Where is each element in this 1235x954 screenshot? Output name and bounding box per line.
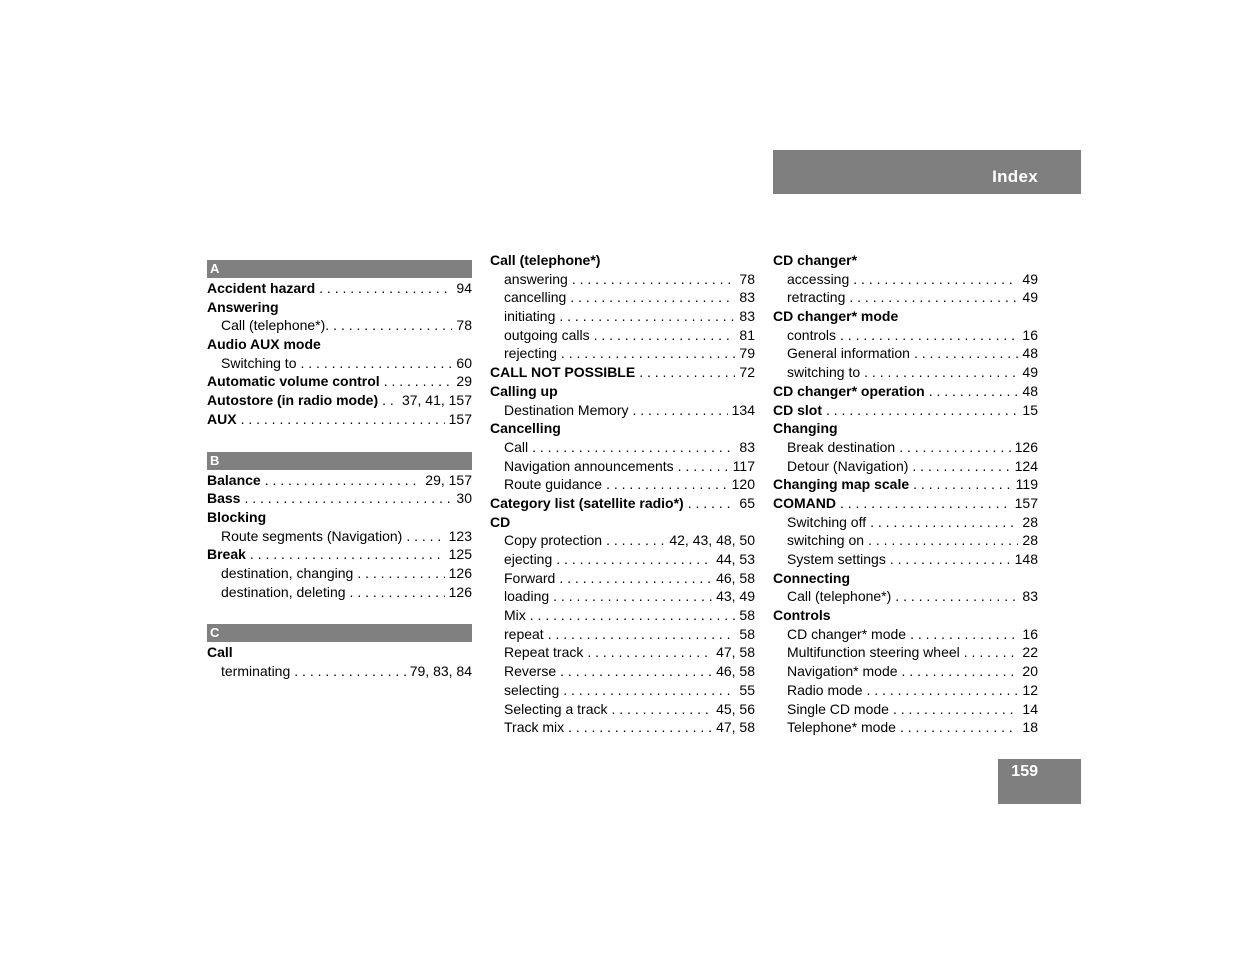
index-entry — [490, 625, 755, 644]
index-entry-page: 119 — [1015, 476, 1038, 493]
index-column-1 — [207, 251, 472, 681]
index-entry-page: 49 — [1022, 289, 1038, 306]
index-entry-term: Call (telephone*). — [221, 317, 330, 334]
index-entry — [207, 643, 472, 662]
dot-leader — [587, 643, 712, 662]
index-entry — [490, 363, 755, 382]
index-entry-term: Navigation* mode — [787, 663, 898, 680]
index-entry-page: 94 — [456, 280, 472, 296]
index-entry — [490, 475, 755, 494]
index-entry-page: 30 — [456, 490, 472, 507]
index-entry-page: 148 — [1014, 551, 1038, 567]
index-entry-term: General information — [787, 345, 910, 362]
index-entry — [773, 475, 1038, 494]
index-entry — [773, 344, 1038, 363]
index-entry-page: 12 — [1022, 681, 1038, 698]
index-entry — [207, 545, 472, 564]
index-entry-term: cancelling — [504, 289, 567, 306]
index-entry — [490, 643, 755, 662]
index-entry-term: Multifunction steering wheel — [787, 644, 960, 661]
index-entry-page: 83 — [739, 438, 755, 455]
index-entry — [773, 587, 1038, 606]
dot-leader — [559, 569, 712, 588]
index-entry — [773, 401, 1038, 420]
index-entry-term: Selecting a track — [504, 700, 608, 717]
index-entry-term: Changing map scale — [773, 476, 910, 493]
index-entry — [207, 583, 472, 602]
dot-leader — [568, 718, 712, 737]
index-entry-term: Destination Memory — [504, 401, 629, 418]
dot-leader — [572, 270, 736, 289]
dot-leader — [912, 457, 1010, 476]
index-entry-term: switching to — [787, 364, 861, 381]
index-entry — [490, 419, 755, 438]
index-entry-term: Answering — [207, 298, 279, 315]
index-entry-page: 18 — [1022, 719, 1038, 736]
index-entry-page: 16 — [1022, 625, 1038, 642]
index-entry-term: Call (telephone*) — [490, 252, 601, 268]
dot-leader — [890, 550, 1011, 569]
index-entry-term: Call (telephone*) — [787, 588, 892, 605]
dot-leader — [530, 606, 736, 625]
dot-leader — [895, 587, 1018, 606]
index-entry-page: 126 — [1014, 438, 1038, 455]
index-entry-page: 79 — [739, 345, 755, 362]
index-entry-page: 15 — [1022, 401, 1038, 418]
index-entry — [490, 606, 755, 625]
index-header-bar — [773, 150, 1081, 194]
index-entry — [490, 550, 755, 569]
index-entry-page: 22 — [1022, 644, 1038, 661]
dot-leader — [556, 550, 712, 569]
index-entry-page: 123 — [448, 527, 472, 544]
dot-leader — [241, 410, 445, 429]
dot-leader — [840, 326, 1018, 345]
dot-leader — [333, 316, 452, 335]
dot-leader — [319, 279, 452, 298]
index-entry-term: Controls — [773, 607, 831, 624]
index-entry — [773, 457, 1038, 476]
index-entry — [773, 513, 1038, 532]
dot-leader — [870, 513, 1018, 532]
index-entry-page: 126 — [448, 564, 472, 581]
index-entry-term: CD slot — [773, 401, 822, 418]
index-entry — [207, 316, 472, 335]
index-entry-term: Blocking — [207, 508, 267, 525]
index-entry-term: Mix — [504, 607, 526, 624]
index-entry-term: rejecting — [504, 345, 557, 362]
index-entry-term: System settings — [787, 551, 886, 567]
index-entry-term: Break — [207, 546, 246, 563]
dot-leader — [294, 662, 405, 681]
index-entry — [490, 307, 755, 326]
page-number-box — [998, 759, 1081, 804]
index-entry — [490, 681, 755, 700]
index-entry-term: Route guidance — [504, 476, 603, 493]
dot-leader — [244, 489, 452, 508]
index-entry-page: 124 — [1014, 457, 1038, 474]
index-entry-page: 47, 58 — [716, 719, 755, 736]
index-entry-page: 83 — [739, 308, 755, 325]
index-entry-term: Switching to — [221, 354, 297, 371]
index-entry-term: controls — [787, 326, 837, 343]
index-entry-term: Navigation announcements — [504, 457, 674, 474]
index-entry — [490, 344, 755, 363]
index-entry-page: 81 — [739, 326, 755, 343]
dot-leader — [594, 326, 736, 345]
index-entry-page: 48 — [1022, 345, 1038, 362]
index-entry-page: 48 — [1022, 382, 1038, 399]
dot-leader — [570, 288, 735, 307]
index-entry-term: switching on — [787, 532, 865, 549]
dot-leader — [606, 475, 728, 494]
index-entry — [773, 288, 1038, 307]
index-entry-page: 126 — [448, 583, 472, 600]
index-entry-term: retracting — [787, 289, 846, 306]
index-entry-term: Changing — [773, 420, 838, 437]
dot-leader — [532, 438, 735, 457]
index-entry — [207, 527, 472, 546]
index-entry — [490, 662, 755, 681]
index-entry-page: 78 — [739, 270, 755, 287]
index-entry-page: 157 — [448, 410, 472, 427]
index-entry-term: Balance — [207, 471, 261, 488]
index-entry-page: 120 — [731, 476, 755, 493]
index-entry-page: 134 — [731, 401, 755, 418]
index-entry-term: Track mix — [504, 719, 565, 736]
index-entry-term: destination, deleting — [221, 583, 346, 600]
index-entry — [773, 382, 1038, 401]
index-entry — [207, 508, 472, 527]
index-entry-page: 117 — [732, 457, 755, 474]
dot-leader — [300, 354, 452, 373]
index-entry — [490, 718, 755, 737]
index-entry — [773, 326, 1038, 345]
index-entry-term: CD changer* operation — [773, 382, 925, 399]
index-entry-term: Repeat track — [504, 644, 584, 661]
dot-leader — [560, 662, 712, 681]
index-entry — [490, 587, 755, 606]
index-entry-term: CD changer* mode — [787, 625, 907, 642]
index-entry — [773, 700, 1038, 719]
index-entry-term: AUX — [207, 410, 237, 427]
index-entry-term: Detour (Navigation) — [787, 457, 909, 474]
dot-leader — [867, 681, 1019, 700]
index-entry-term: destination, changing — [221, 564, 354, 581]
index-entry-term: CD changer* mode — [773, 308, 899, 325]
index-entry — [207, 279, 472, 298]
index-entry-page: 16 — [1022, 326, 1038, 343]
dot-leader — [893, 700, 1018, 719]
dot-leader — [678, 457, 729, 476]
index-entry-term: Single CD mode — [787, 700, 889, 717]
letter-section-header: A — [207, 260, 472, 278]
index-entry-page: 46, 58 — [716, 569, 755, 586]
index-entry — [490, 401, 755, 420]
index-entry-term: Calling up — [490, 382, 558, 399]
dot-leader — [913, 475, 1012, 494]
index-entry-term: Audio AUX mode — [207, 336, 321, 353]
dot-leader — [853, 270, 1018, 289]
index-entry-page: 157 — [1014, 494, 1038, 511]
index-entry — [207, 564, 472, 583]
index-entry — [773, 494, 1038, 513]
index-entry — [773, 718, 1038, 737]
letter-section-header: C — [207, 624, 472, 642]
index-entry-page: 60 — [456, 354, 472, 371]
index-entry — [490, 531, 755, 550]
dot-leader — [548, 625, 736, 644]
index-entry-page: 47, 58 — [716, 644, 755, 661]
index-entry — [207, 354, 472, 373]
index-entry-term: selecting — [504, 681, 560, 698]
index-entry — [773, 270, 1038, 289]
index-entry-page: 83 — [739, 289, 755, 306]
dot-leader — [382, 391, 398, 410]
index-entry-page: 58 — [739, 607, 755, 624]
index-entry — [773, 681, 1038, 700]
index-entry — [773, 643, 1038, 662]
index-entry — [773, 662, 1038, 681]
section-spacer — [207, 429, 472, 452]
dot-leader — [868, 531, 1018, 550]
dot-leader — [899, 438, 1010, 457]
dot-leader — [406, 527, 444, 546]
index-entry — [490, 382, 755, 401]
index-entry — [490, 457, 755, 476]
index-entry-term: Reverse — [504, 663, 557, 680]
dot-leader — [929, 382, 1019, 401]
section-spacer — [207, 251, 472, 260]
index-entry — [207, 662, 472, 681]
dot-leader — [633, 401, 728, 420]
index-entry — [207, 410, 472, 429]
index-entry — [207, 391, 472, 410]
dot-leader — [910, 625, 1018, 644]
index-entry — [490, 251, 755, 270]
dot-leader — [639, 363, 735, 382]
index-entry-term: ejecting — [504, 551, 553, 567]
index-entry-term: outgoing calls — [504, 326, 590, 343]
index-entry — [773, 531, 1038, 550]
index-entry-page: 45, 56 — [716, 700, 755, 717]
index-entry-term: Automatic volume control — [207, 373, 380, 390]
dot-leader — [849, 288, 1018, 307]
dot-leader — [864, 363, 1018, 382]
dot-leader — [612, 700, 713, 719]
index-entry — [773, 606, 1038, 625]
letter-section-header: B — [207, 452, 472, 470]
index-entry-term: Switching off — [787, 513, 867, 530]
index-entry — [773, 363, 1038, 382]
section-spacer — [207, 601, 472, 624]
index-title: Index — [992, 167, 1038, 186]
dot-leader — [902, 662, 1019, 681]
page-number: 159 — [1011, 763, 1038, 780]
dot-leader — [606, 531, 665, 550]
index-entry-page: 44, 53 — [716, 551, 755, 567]
index-entry-page: 28 — [1022, 513, 1038, 530]
dot-leader — [840, 494, 1011, 513]
index-entry-page: 125 — [448, 546, 472, 563]
index-entry-term: Cancelling — [490, 420, 561, 437]
index-entry-page: 79, 83, 84 — [409, 663, 472, 679]
index-entry-term: CALL NOT POSSIBLE — [490, 364, 636, 381]
index-entry-term: Break destination — [787, 438, 896, 455]
index-entry-page: 43, 49 — [716, 588, 755, 605]
dot-leader — [559, 307, 735, 326]
index-entry-term: Connecting — [773, 569, 850, 586]
index-entry-term: Forward — [504, 569, 556, 586]
index-entry — [773, 550, 1038, 569]
index-entry — [773, 569, 1038, 588]
index-entry-term: terminating — [221, 663, 291, 679]
index-entry-term: Accident hazard — [207, 280, 316, 296]
index-entry — [773, 307, 1038, 326]
index-entry — [207, 489, 472, 508]
index-entry-term: COMAND — [773, 494, 836, 511]
index-entry-page: 78 — [456, 317, 472, 334]
index-entry-term: CD changer* — [773, 252, 858, 268]
dot-leader — [900, 718, 1018, 737]
index-column-2 — [490, 251, 755, 737]
index-entry — [490, 270, 755, 289]
index-entry — [490, 494, 755, 513]
index-column-3 — [773, 251, 1038, 737]
dot-leader — [350, 583, 445, 602]
index-entry-term: Category list (satellite radio*) — [490, 494, 684, 511]
index-entry-page: 29 — [456, 373, 472, 390]
dot-leader — [826, 401, 1018, 420]
index-entry-page: 20 — [1022, 663, 1038, 680]
dot-leader — [250, 545, 445, 564]
index-entry-term: Autostore (in radio mode) — [207, 392, 379, 409]
dot-leader — [914, 344, 1018, 363]
index-entry-term: Route segments (Navigation) — [221, 527, 403, 544]
index-entry-term: loading — [504, 588, 550, 605]
index-entry — [490, 569, 755, 588]
index-entry-page: 42, 43, 48, 50 — [669, 532, 755, 549]
index-entry-page: 49 — [1022, 364, 1038, 381]
index-entry-term: Bass — [207, 490, 241, 507]
index-entry — [207, 372, 472, 391]
index-entry-page: 46, 58 — [716, 663, 755, 680]
index-entry-page: 29, 157 — [425, 471, 472, 488]
index-entry-page: 83 — [1022, 588, 1038, 605]
index-entry — [490, 438, 755, 457]
index-entry-term: answering — [504, 270, 568, 287]
index-entry-term: accessing — [787, 270, 850, 287]
index-entry-term: repeat — [504, 625, 544, 642]
dot-leader — [357, 564, 444, 583]
index-entry — [490, 288, 755, 307]
index-entry-page: 65 — [739, 494, 755, 511]
dot-leader — [561, 344, 736, 363]
index-entry — [207, 471, 472, 490]
dot-leader — [563, 681, 735, 700]
index-entry-term: Radio mode — [787, 681, 863, 698]
index-entry-term: CD — [490, 513, 511, 530]
index-entry-page: 14 — [1022, 700, 1038, 717]
index-entry-term: Call — [207, 644, 233, 661]
dot-leader — [265, 471, 422, 490]
index-entry-term: Copy protection — [504, 532, 603, 549]
index-entry — [207, 335, 472, 354]
index-entry-term: initiating — [504, 308, 556, 325]
index-entry — [773, 251, 1038, 270]
index-entry — [773, 419, 1038, 438]
index-entry — [490, 513, 755, 532]
index-entry-page: 37, 41, 157 — [401, 392, 472, 409]
index-entry-page: 49 — [1022, 270, 1038, 287]
index-entry — [490, 326, 755, 345]
dot-leader — [688, 494, 736, 513]
index-entry-term: Call — [504, 438, 529, 455]
index-entry-page: 72 — [739, 364, 755, 381]
index-entry — [490, 700, 755, 719]
dot-leader — [964, 643, 1019, 662]
dot-leader — [553, 587, 712, 606]
dot-leader — [384, 372, 453, 391]
index-entry-page: 58 — [739, 625, 755, 642]
index-entry — [773, 438, 1038, 457]
index-entry-page: 55 — [739, 681, 755, 698]
index-entry — [207, 298, 472, 317]
index-entry-page: 28 — [1022, 532, 1038, 549]
index-entry-term: Telephone* mode — [787, 719, 896, 736]
index-entry — [773, 625, 1038, 644]
